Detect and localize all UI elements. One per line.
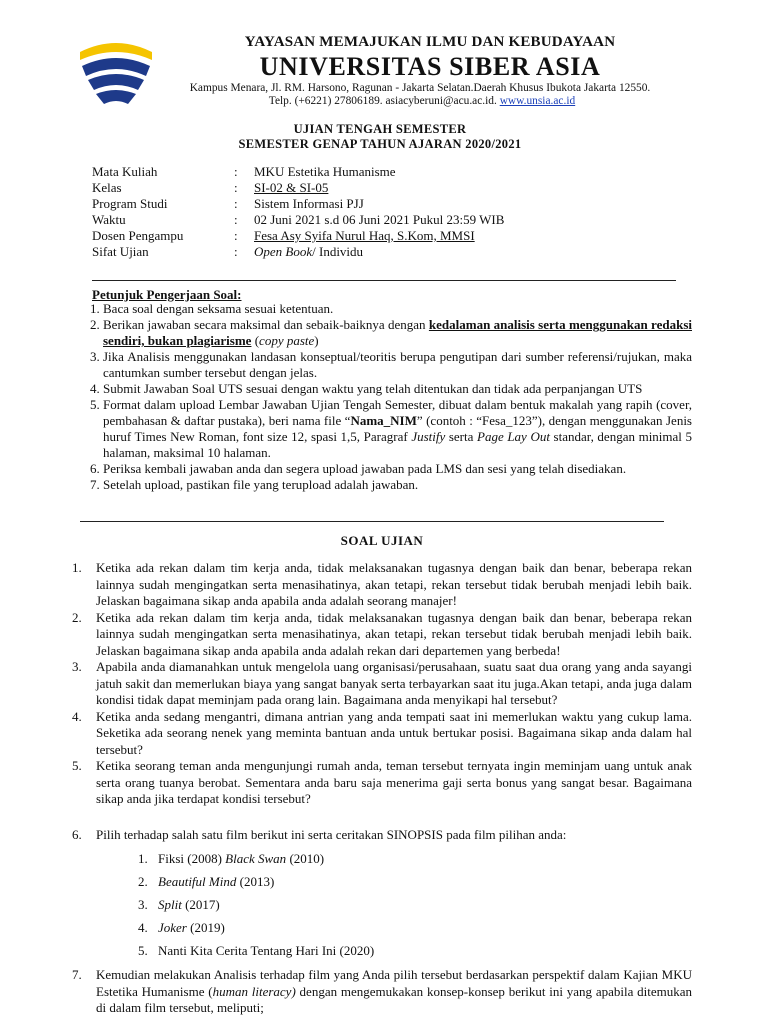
university-contact	[222, 95, 622, 107]
film-item	[138, 847, 374, 870]
info-value-rest: / Individu	[312, 244, 364, 259]
question-num: 1.	[72, 560, 82, 575]
instruction-text-italic: Justify	[411, 429, 446, 444]
film-title-italic: Black Swan	[225, 851, 287, 866]
instruction-text-part: serta	[445, 429, 478, 444]
exam-subtitle: SEMESTER GENAP TAHUN AJARAN 2020/2021	[238, 137, 522, 151]
instruction-text: Jika Analisis menggunakan landasan konseptual/teoritis berupa pengutipan dari sumber referensi/rujukan, maka cantumkan sumber tersebut dengan jelas.	[103, 349, 692, 380]
question-text: Ketika ada rekan dalam tim kerja anda, tidak melaksanakan tugasnya dengan baik dan benar, beberapa rekan lainnya sudah mengingatkan serta menasihatinya, akan tetapi, rekan tersebut tidak berubah menjadi lebih baik. Jelaskan bagaimana sikap anda apabila anda adalah rekan dari departemen yang berbeda!	[96, 609, 692, 658]
info-row-time	[92, 212, 504, 228]
instruction-num: 5.	[90, 397, 100, 412]
film-title-italic: Joker	[158, 920, 187, 935]
contact-text: Telp. (+6221) 27806189. asiacyberuni@acu.ac.id.	[268, 95, 497, 107]
question-text-part: Kemudian melakukan Analisis terhadap film yang Anda pilih tersebut berdasarkan perspektif dalam Kajian MKU Estetika Humanisme (	[96, 967, 692, 999]
instruction-item	[90, 349, 692, 381]
film-item	[138, 893, 374, 916]
question-num: 7.	[72, 967, 82, 982]
info-value: 02 Juni 2021 s.d 06 Juni 2021 Pukul 23:59 WIB	[254, 212, 505, 227]
info-colon: :	[234, 212, 238, 227]
info-value-underlined: SI-02 & SI-05	[254, 180, 329, 195]
info-row-class	[92, 180, 504, 196]
exam-info-table	[92, 164, 504, 260]
info-value: Sistem Informasi PJJ	[254, 196, 364, 211]
instruction-item	[90, 381, 692, 397]
film-num: 5.	[138, 943, 148, 958]
film-title	[158, 939, 374, 962]
instruction-num: 3.	[90, 349, 100, 364]
film-num: 4.	[138, 920, 148, 935]
info-colon: :	[234, 196, 238, 211]
info-label: Sifat Ujian	[92, 244, 149, 259]
question-text	[96, 967, 692, 1017]
questions-title: SOAL UJIAN	[340, 533, 424, 548]
film-title-italic: Beautiful Mind	[158, 874, 237, 889]
instruction-text: Periksa kembali jawaban anda dan segera upload jawaban pada LMS dan sesi yang telah disediakan.	[103, 461, 627, 476]
film-item	[138, 916, 374, 939]
instruction-item	[90, 461, 692, 477]
instruction-text: Submit Jawaban Soal UTS sesuai dengan waktu yang telah ditentukan dan tidak ada perpanjangan UTS	[103, 381, 643, 396]
question-item	[72, 967, 692, 1017]
info-label: Waktu	[92, 212, 126, 227]
divider-middle	[80, 521, 664, 522]
university-address: Kampus Menara, Jl. RM. Harsono, Ragunan - Jakarta Selatan.Daerah Khusus Ibukota Jakarta 12550.	[189, 82, 651, 94]
info-colon: :	[234, 164, 238, 179]
info-label: Program Studi	[92, 196, 168, 211]
instruction-text-italic: copy paste	[259, 333, 315, 348]
question-text-part: dengan mengemukakan konsep-konsep berikut ini yang apabila ditemukan di dalam film tersebut, meliputi;	[96, 983, 693, 1015]
instruction-item	[90, 477, 692, 493]
instructions-title: Petunjuk Pengerjaan Soal:	[92, 287, 242, 302]
film-year: (2017)	[181, 897, 220, 912]
film-year: (2010)	[286, 851, 325, 866]
question-num: 3.	[72, 659, 82, 674]
question-num: 2.	[72, 609, 82, 625]
instruction-text-part: Format dalam upload Lembar Jawaban Ujian Tengah Semester, dibuat dalam bentuk makalah yang rapih (cover, pembahasan & daftar pustaka), beri nama file “	[103, 397, 692, 428]
instruction-num: 6.	[90, 461, 100, 476]
instruction-text-part: (	[251, 333, 260, 348]
film-title-part: Fiksi (2008)	[158, 851, 226, 866]
university-name: UNIVERSITAS SIBER ASIA	[259, 52, 601, 81]
foundation-name: YAYASAN MEMAJUKAN ILMU DAN KEBUDAYAAN	[244, 34, 616, 50]
question-item	[72, 758, 692, 808]
info-value	[254, 244, 363, 260]
info-row-lecturer	[92, 228, 504, 244]
question-num: 4.	[72, 708, 82, 724]
film-title	[158, 916, 225, 939]
film-title-italic: Split	[158, 897, 182, 912]
instructions-list	[90, 301, 692, 493]
question-num: 5.	[72, 758, 82, 773]
film-item	[138, 870, 374, 893]
info-label: Kelas	[92, 180, 122, 195]
info-row-program	[92, 196, 504, 212]
question-item	[72, 560, 692, 610]
film-item	[138, 939, 374, 962]
info-value	[254, 180, 328, 196]
instruction-text-bold: Nama_NIM	[350, 413, 417, 428]
instruction-text-italic: Page Lay Out	[477, 429, 550, 444]
question-item	[72, 709, 692, 759]
question-text: Ketika ada rekan dalam tim kerja anda, tidak melaksanakan tugasnya dengan baik dan benar, beberapa rekan lainnya sudah mengingatkan serta menasihatinya, akan tetapi, rekan tersebut tidak berubah menjadi lebih baik. Jelaskan bagaimana sikap anda apabila anda adalah seorang manajer!	[96, 560, 692, 608]
instruction-num: 4.	[90, 381, 100, 396]
info-row-exam-type	[92, 244, 504, 260]
film-num: 2.	[138, 874, 148, 889]
info-label: Mata Kuliah	[92, 164, 158, 179]
film-year: (2019)	[186, 920, 225, 935]
instruction-text	[103, 397, 692, 461]
info-label: Dosen Pengampu	[92, 228, 184, 243]
questions-list	[72, 560, 692, 808]
question-text: Pilih terhadap salah satu film berikut ini serta ceritakan SINOPSIS pada film pilihan anda:	[96, 827, 567, 842]
question-num: 6.	[72, 827, 82, 842]
instruction-item	[90, 397, 692, 461]
instruction-text: Setelah upload, pastikan file yang terupload adalah jawaban.	[103, 477, 419, 492]
website-link[interactable]: www.unsia.ac.id	[499, 95, 576, 107]
film-title	[158, 870, 274, 893]
info-row-course	[92, 164, 504, 180]
question-7	[72, 967, 692, 1017]
instruction-text: Baca soal dengan seksama sesuai ketentuan.	[103, 301, 334, 316]
instruction-num: 1.	[90, 301, 100, 316]
film-title	[158, 893, 220, 916]
film-list	[138, 847, 374, 962]
info-colon: :	[234, 228, 238, 243]
info-colon: :	[234, 244, 238, 259]
instruction-item	[90, 317, 692, 349]
question-text: Apabila anda diamanahkan untuk mengelola uang organisasi/perusahaan, suatu saat dua orang yang anda sayangi jatuh sakit dan memerlukan biaya yang sangat banyak serta terbayarkan saat itu juga.Akan tetapi, anda juga dalam kondisi tidak dapat meminjam pada orang lain. Bagaimana anda menyikapi hal tersebut?	[96, 659, 692, 707]
instruction-text-part: standar, dengan minimal 5 halaman, maksimal 10 halaman.	[103, 429, 693, 460]
info-value	[254, 228, 475, 244]
question-text: Ketika seorang teman anda mengunjungi rumah anda, teman tersebut ternyata ingin meminjam uang untuk anak serta orang tuanya berobat. Sementara anda baru saja menerima gaji serta bonus yang sangat besar. Bagaimana sikap anda jika terdapat kondisi tersebut?	[96, 758, 692, 806]
film-title	[158, 847, 324, 870]
exam-title: UJIAN TENGAH SEMESTER	[293, 122, 467, 136]
question-6	[72, 827, 692, 844]
question-item	[72, 659, 692, 709]
instruction-text-part: Berikan jawaban secara maksimal dan sebaik-baiknya dengan	[103, 317, 429, 332]
info-value-underlined: Fesa Asy Syifa Nurul Haq, S.Kom, MMSI	[254, 228, 475, 243]
film-title-part: Nanti Kita Cerita Tentang Hari Ini (2020)	[158, 943, 375, 958]
instruction-item	[90, 301, 692, 317]
info-colon: :	[234, 180, 238, 195]
instruction-num: 2.	[90, 317, 100, 332]
question-text: Ketika anda sedang mengantri, dimana antrian yang anda tempati saat ini memerlukan waktu yang cukup lama. Seketika ada seorang nenek yang meminta bantuan anda untuk bertukar posisi. Bagaimana sikap anda dalam hal tersebut?	[96, 708, 692, 757]
instruction-text-emphasis: kedalaman analisis serta menggunakan redaksi sendiri, bukan plagiarisme	[103, 317, 692, 348]
film-num: 1.	[138, 851, 148, 866]
divider-top	[92, 280, 676, 281]
question-item	[72, 827, 692, 844]
film-year: (2013)	[236, 874, 275, 889]
instruction-num: 7.	[90, 477, 100, 492]
instruction-text	[103, 317, 692, 349]
question-item	[72, 610, 692, 660]
university-logo-icon	[76, 32, 156, 108]
instruction-text-part: ” (contoh : “Fesa_123”), dengan menggunakan Jenis huruf Times New Roman, font size 12, spasi 1,5, Paragraf	[103, 413, 692, 444]
instruction-text-part: )	[314, 333, 319, 348]
info-value-italic: Open Book	[254, 244, 313, 259]
info-value: MKU Estetika Humanisme	[254, 164, 396, 179]
film-num: 3.	[138, 897, 148, 912]
question-text-italic: human literacy)	[212, 983, 296, 999]
